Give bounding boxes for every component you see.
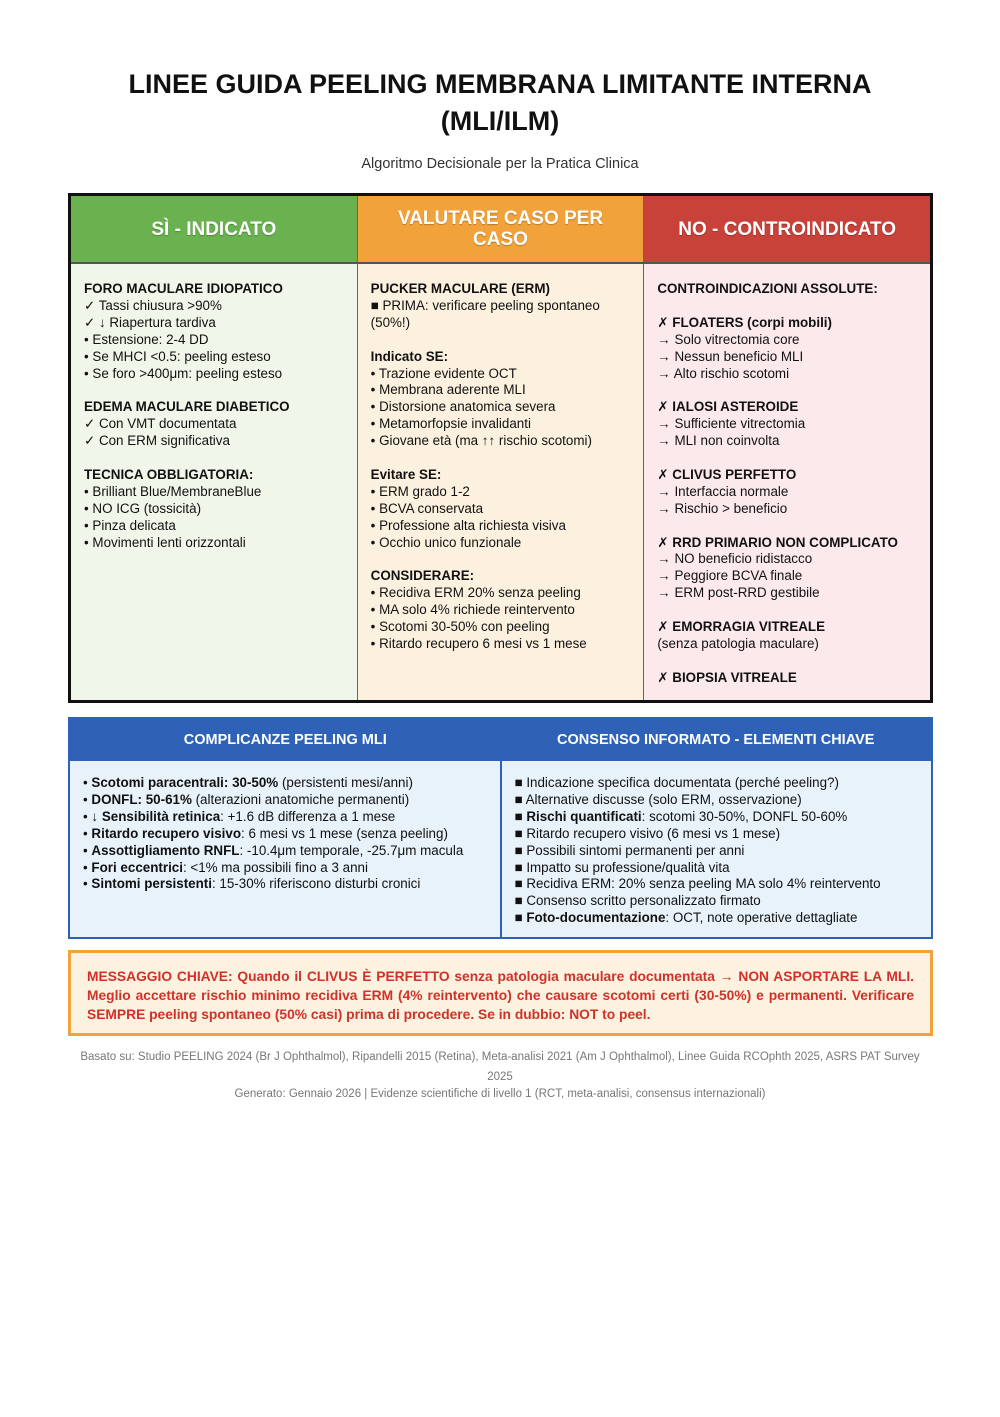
list-item: → Peggiore BCVA finale <box>657 568 803 584</box>
list-item: ■ Possibili sintomi permanenti per anni <box>514 842 745 858</box>
list-item: • Occhio unico funzionale <box>370 534 522 550</box>
column-header-no: NO - CONTROINDICATO <box>643 196 930 262</box>
info-boxes-body <box>70 761 931 937</box>
list-item: • Sintomi persistenti: 15-30% riferiscono disturbi cronici <box>83 876 421 892</box>
list-item: → Rischio > beneficio <box>657 500 788 516</box>
column-header-yes: SÌ - INDICATO <box>71 196 357 262</box>
list-item: ■ Consenso scritto personalizzato firmato <box>514 893 761 909</box>
list-item: • Pinza delicata <box>84 517 176 533</box>
list-item: • Se MHCI <0.5: peeling esteso <box>84 348 271 364</box>
list-item: • ↓ Sensibilità retinica: +1.6 dB differenza a 1 mese <box>83 808 396 824</box>
list-item: • Professione alta richiesta visiva <box>370 517 566 533</box>
list-item: → Solo vitrectomia core <box>657 331 800 347</box>
column-no <box>643 264 930 700</box>
section-title: ✗ BIOPSIA VITREALE <box>657 669 797 685</box>
section-title: ✗ FLOATERS (corpi mobili) <box>657 314 832 330</box>
list-item: ■ Impatto su professione/qualità vita <box>514 859 730 875</box>
list-item: → MLI non coinvolta <box>657 433 780 449</box>
list-item: • DONFL: 50-61% (alterazioni anatomiche permanenti) <box>83 791 410 807</box>
section-title: PUCKER MACULARE (ERM) <box>370 281 550 296</box>
section-title: CONTROINDICAZIONI ASSOLUTE: <box>657 281 878 296</box>
list-item: • Se foro >400μm: peeling esteso <box>84 365 283 381</box>
list-item: • Scotomi 30-50% con peeling <box>370 619 550 635</box>
list-item: ■ Alternative discusse (solo ERM, osservazione) <box>514 791 802 807</box>
sources-note: Basato su: Studio PEELING 2024 (Br J Ophthalmol), Ripandelli 2015 (Retina), Meta-analisi 2021 (Am J Ophthalmol), Linee Guida RCOphth 2025, ASRS PAT Survey 2025 <box>80 1051 920 1083</box>
decision-table <box>68 193 933 703</box>
column-header-maybe: VALUTARE CASO PER CASO <box>357 196 644 262</box>
column-yes <box>71 264 357 700</box>
list-item: • Estensione: 2-4 DD <box>84 331 209 347</box>
list-item: ✓ Con VMT documentata <box>84 416 237 432</box>
list-item: → ERM post-RRD gestibile <box>657 585 820 601</box>
list-item: • Assottigliamento RNFL: -10.4μm temporale, -25.7μm macula <box>83 842 464 858</box>
section-title: EDEMA MACULARE DIABETICO <box>84 399 290 415</box>
list-item: ■ Rischi quantificati: scotomi 30-50%, DONFL 50-60% <box>514 808 848 824</box>
section-title: CONSIDERARE: <box>370 568 475 584</box>
section-title: ✗ IALOSI ASTEROIDE <box>657 399 799 415</box>
complications-list <box>70 761 500 937</box>
title-line-1: LINEE GUIDA PEELING MEMBRANA LIMITANTE INTERNA <box>128 69 872 99</box>
list-item: • Metamorfopsie invalidanti <box>370 416 531 432</box>
list-item: → Alto rischio scotomi <box>657 365 790 381</box>
list-item: • MA solo 4% richiede reintervento <box>370 602 575 618</box>
list-item: • Movimenti lenti orizzontali <box>84 534 246 550</box>
section-title: ✗ EMORRAGIA VITREALE <box>657 619 826 635</box>
consent-title: CONSENSO INFORMATO - ELEMENTI CHIAVE <box>557 732 875 748</box>
list-item: • Fori eccentrici: <1% ma possibili fino a 3 anni <box>83 859 368 875</box>
list-item: ✓ ↓ Riapertura tardiva <box>84 314 216 330</box>
section-title: FORO MACULARE IDIOPATICO <box>84 281 283 296</box>
list-item: • Trazione evidente OCT <box>370 365 517 381</box>
list-item: → Nessun beneficio MLI <box>657 348 804 364</box>
list-item: • Ritardo recupero visivo: 6 mesi vs 1 mese (senza peeling) <box>83 825 448 841</box>
section-title: TECNICA OBBLIGATORIA: <box>84 466 254 482</box>
list-item: → Interfaccia normale <box>657 483 789 499</box>
list-item: • NO ICG (tossicità) <box>84 500 202 516</box>
list-item: • Membrana aderente MLI <box>370 382 526 398</box>
title-line-2: (MLI/ILM) <box>440 106 560 136</box>
list-item: ■ Ritardo recupero visivo (6 mesi vs 1 mese) <box>514 825 781 841</box>
key-message: MESSAGGIO CHIAVE: Quando il CLIVUS È PERFETTO senza patologia maculare documentata → NON ASPORTARE LA MLI. Meglio accettare rischio minimo recidiva ERM (4% reintervento) che causare scotomi certi (30-50%) e permanenti. Verificare SEMPRE peeling spontaneo (50% casi) prima di procedere. Se in dubbio: NOT to peel. <box>68 950 933 1036</box>
section-title: Indicato SE: <box>370 348 449 364</box>
list-item: • Giovane età (ma ↑↑ rischio scotomi) <box>370 433 592 449</box>
list-item: ■ Foto-documentazione: OCT, note operative dettagliate <box>514 910 858 926</box>
list-item: ✓ Con ERM significativa <box>84 433 230 449</box>
list-item: ■ Indicazione specifica documentata (perché peeling?) <box>514 775 839 790</box>
section-title: Evitare SE: <box>370 466 442 482</box>
list-item: • BCVA conservata <box>370 500 484 516</box>
section-title: ✗ CLIVUS PERFETTO <box>657 466 797 482</box>
list-item: → NO beneficio ridistacco <box>657 551 813 567</box>
list-item: • Scotomi paracentrali: 30-50% (persistenti mesi/anni) <box>83 775 413 790</box>
page-title <box>0 66 1000 140</box>
list-item: → Sufficiente vitrectomia <box>657 416 806 432</box>
list-item: ✓ Tassi chiusura >90% <box>84 297 222 313</box>
column-maybe <box>357 264 644 700</box>
decision-table-header <box>71 196 930 264</box>
list-item: • Ritardo recupero 6 mesi vs 1 mese <box>370 635 587 651</box>
list-item: • Recidiva ERM 20% senza peeling <box>370 585 581 601</box>
list-item: ■ PRIMA: verificare peeling spontaneo <box>370 297 600 313</box>
list-item: • Brilliant Blue/MembraneBlue <box>84 483 262 499</box>
list-item: ■ Recidiva ERM: 20% senza peeling MA solo 4% reintervento <box>514 876 881 892</box>
list-item: (50%!) <box>370 314 411 330</box>
complications-title: COMPLICANZE PEELING MLI <box>183 732 387 748</box>
consent-list <box>500 761 932 937</box>
decision-table-body <box>71 264 930 700</box>
generated-note: Generato: Gennaio 2026 | Evidenze scientifiche di livello 1 (RCT, meta-analisi, consensus internazionali) <box>234 1088 766 1100</box>
subtitle: Algoritmo Decisionale per la Pratica Clinica <box>361 156 639 172</box>
list-item: • ERM grado 1-2 <box>370 483 470 499</box>
list-item: • Distorsione anatomica severa <box>370 399 556 415</box>
info-boxes <box>68 717 933 939</box>
info-boxes-header <box>70 719 931 761</box>
section-title: ✗ RRD PRIMARIO NON COMPLICATO <box>657 534 898 550</box>
list-item: (senza patologia maculare) <box>657 635 819 651</box>
